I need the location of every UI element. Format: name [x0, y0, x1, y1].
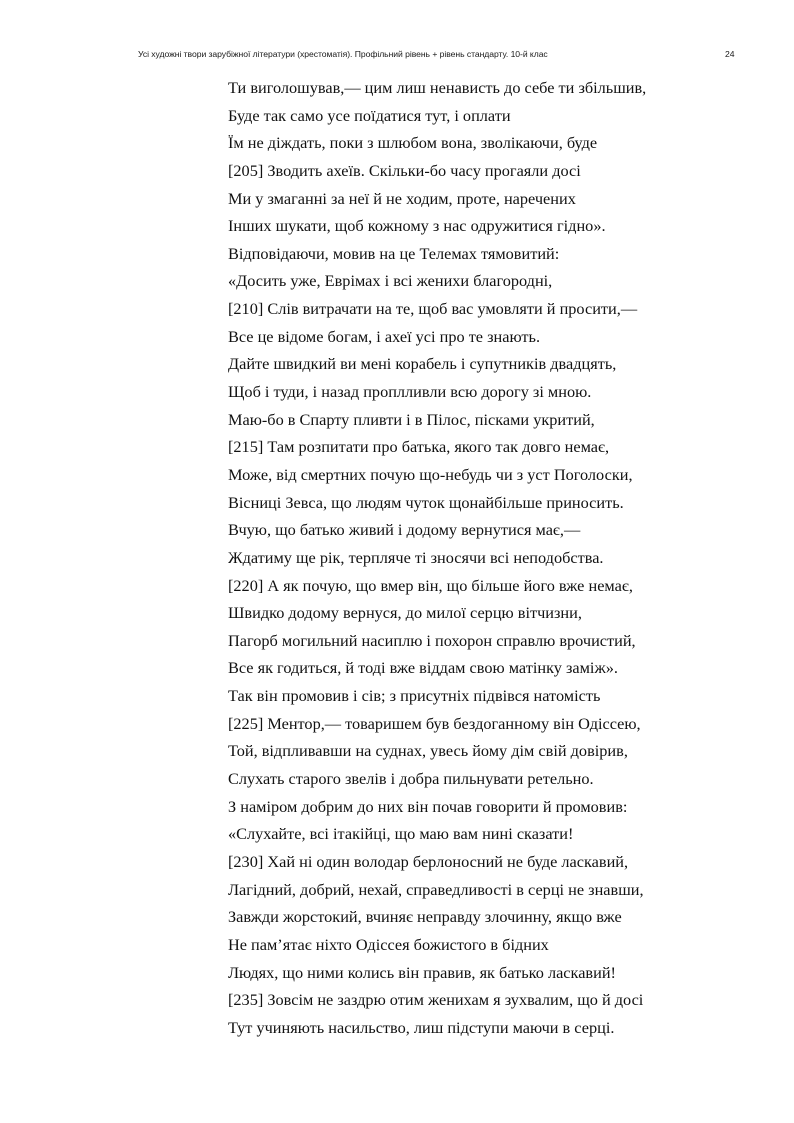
poem-line: «Досить уже, Еврімах і всі женихи благородні, — [228, 271, 553, 291]
poem-line: Слухать старого звелів і добра пильнувати ретельно. — [228, 769, 594, 789]
poem-line: [235] Зовсім не заздрю отим женихам я зухвалим, що й досі — [228, 990, 644, 1010]
poem-line: Так він промовив і сів; з присутніх підвівся натомість — [228, 686, 601, 706]
poem-line: Людях, що ними колись він правив, як батько ласкавий! — [228, 962, 616, 982]
poem-line: [230] Хай ні один володар берлоносний не буде ласкавий, — [228, 851, 629, 871]
poem-line: Маю-бо в Спарту пливти і в Пілос, пісками укритий, — [228, 409, 595, 429]
poem-line: Вісниці Зевса, що людям чуток щонайбільше приносить. — [228, 492, 624, 512]
poem-line: Буде так само усе поїдатися тут, і оплати — [228, 105, 511, 125]
poem-line: Пагорб могильний насиплю і похорон справлю врочистий, — [228, 630, 636, 650]
poem-line: Дайте швидкий ви мені корабель і супутників двадцять, — [228, 354, 617, 374]
poem-line: Тут учиняють насильство, лиш підступи маючи в серці. — [228, 1017, 615, 1037]
poem-line: Все як годиться, й тоді вже віддам свою матінку заміж». — [228, 658, 618, 678]
poem-line: [205] Зводить ахеїв. Скільки-бо часу прогаяли досі — [228, 160, 581, 180]
poem-line: Ти виголошував,— цим лиш ненависть до себе ти збільшив, — [228, 78, 647, 97]
poem-line: [210] Слів витрачати на те, щоб вас умовляти й просити,— — [228, 299, 638, 319]
poem-line: «Слухайте, всі ітакійці, що маю вам нині сказати! — [228, 824, 574, 844]
poem-line: Відповідаючи, мовив на це Телемах тямовитий: — [228, 243, 560, 263]
poem-line: Не пам’ятає ніхто Одіссея божистого в бідних — [228, 934, 549, 954]
poem-line: [215] Там розпитати про батька, якого так довго немає, — [228, 437, 610, 457]
poem-line: [220] А як почую, що вмер він, що більше його вже немає, — [228, 575, 633, 595]
poem-line: Щоб і туди, і назад проплливли всю дорогу зі мною. — [228, 382, 592, 402]
poem-line: Все це відоме богам, і ахеї усі про те знають. — [228, 326, 541, 346]
poem-line: З наміром добрим до них він почав говорити й промовив: — [228, 796, 628, 816]
poem-line: Ми у змаганні за неї й не ходим, проте, наречених — [228, 188, 576, 208]
poem-line: Ждатиму ще рік, терпляче ті зносячи всі неподобства. — [228, 547, 604, 567]
poem-line: Інших шукати, щоб кожному з нас одружитися гідно». — [228, 216, 606, 236]
poem-text — [228, 74, 646, 1041]
poem-line: Завжди жорстокий, вчиняє неправду злочинну, якщо вже — [228, 907, 622, 927]
poem-line: Лагідний, добрий, нехай, справедливості в серці не знавши, — [228, 879, 644, 899]
poem-line: [225] Ментор,— товаришем був бездоганному він Одіссею, — [228, 713, 641, 733]
page-header — [0, 49, 794, 63]
poem-line: Може, від смертних почую що-небудь чи з уст Поголоски, — [228, 464, 633, 484]
poem-line: Той, відпливавши на суднах, увесь йому дім свій довірив, — [228, 741, 628, 761]
poem-line: Швидко додому вернуся, до милої серцю вітчизни, — [228, 603, 582, 623]
header-title: Усі художні твори зарубіжної літератури (хрестоматія). Профільний рівень + рівень стандарту. 10-й клас — [138, 49, 548, 59]
poem-line: Їм не діждать, поки з шлюбом вона, зволікаючи, буде — [228, 133, 598, 153]
page-number: 24 — [725, 49, 735, 59]
poem-line: Вчую, що батько живий і додому вернутися має,— — [228, 520, 581, 540]
